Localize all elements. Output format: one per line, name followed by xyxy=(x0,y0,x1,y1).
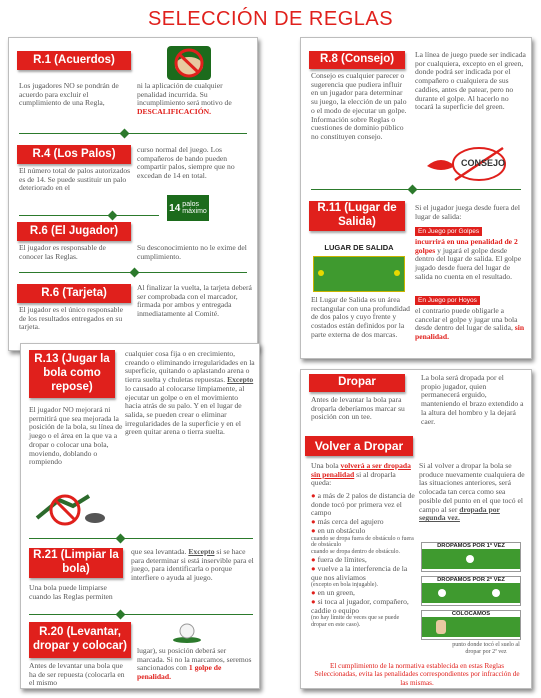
separator-diamond xyxy=(120,129,130,139)
volver-header: Volver a Dropar xyxy=(305,436,413,456)
panel-rules-8-11 xyxy=(300,37,532,359)
r20-header: R.20 (Levantar, dropar y colocar) xyxy=(29,622,131,658)
drop-first-label: DROPAMOS POR 1ª VEZ xyxy=(422,543,520,549)
r11-left-text: El Lugar de Salida es un área rectangular con una profundidad de dos palos y cuyo frente y costados están definidos por la parte externa de dos marcas. xyxy=(311,295,410,339)
dropar-header: Dropar xyxy=(309,374,405,392)
r11-stroke-play-text: incurrirá en una penalidad de 2 golpes y jugará el golpe desde dentro del lugar de salida. El golpe jugado desde fuera del lugar de salida no cuenta en el resultado. xyxy=(415,237,522,281)
fourteen-clubs-badge xyxy=(167,195,209,221)
r6b-header: R.6 (Tarjeta) xyxy=(17,284,131,303)
r8-right-text: La línea de juego puede ser indicada por cualquiera, excepto en el green, donde podrá ser indicada por el compañero o cualquiera de sus caddies, antes de patear, pero no durante el golpe. Al hacerlo no tocará la superficie del green. xyxy=(415,50,526,112)
separator-diamond xyxy=(108,211,118,221)
drop-second-label: DROPAMOS POR 2ª VEZ xyxy=(422,577,520,583)
condition-item: ● fuera de límites, xyxy=(311,556,415,565)
r4-header: R.4 (Los Palos) xyxy=(17,145,131,164)
volver-intro: Una bola volverá a ser dropada sin penalidad si al droparla queda: xyxy=(311,461,411,488)
r1-right-text: ni la aplicación de cualquier penalidad incurrida. Su incumplimiento será motivo de DESCALIFICACIÓN. xyxy=(137,81,232,117)
panel-rules-1-6 xyxy=(8,37,258,351)
condition-note: cuando se dropa dentro de obstáculo. xyxy=(311,549,400,556)
separator-diamond xyxy=(116,534,126,544)
r20-left-text: Antes de levantar una bola que ha de ser repuesta (colocarla en el mismo xyxy=(29,661,125,688)
volver-right-text: Si al volver a dropar la bola se produce nuevamente cualquiera de las situaciones anteriores, será colocada tan cerca como sea posible del punto en el que tocó el campo al ser dropada por segunda vez. xyxy=(419,461,525,523)
separator xyxy=(19,133,247,134)
r8-header: R.8 (Consejo) xyxy=(309,51,405,69)
r13-left-text: El jugador NO mejorará ni permitirá que sea mejorada la posición de la bola, su línea de juego o el área en la que va a dropar o colocar una bola, moviendo, doblando o rompiendo xyxy=(29,405,123,467)
panel-dropping xyxy=(300,369,532,689)
r6b-right-text: Al finalizar la vuelta, la tarjeta deberá ser comprobada con el marcador, firmada por ambos y entregada inmediatamente al Comité. xyxy=(137,283,252,319)
condition-item: ● vuelve a la interferencia de la que nos aliviamos xyxy=(311,565,415,582)
r11-header: R.11 (Lugar de Salida) xyxy=(309,201,405,231)
r21-header: R.21 (Limpiar la bola) xyxy=(29,548,123,578)
badge-number: 14 xyxy=(169,202,181,214)
r11-match-play-text: el contrario puede obligarle a cancelar el golpe y jugar una bola desde dentro del lugar de salida, sin penalidad. xyxy=(415,306,525,342)
separator xyxy=(19,215,159,216)
condition-note: (excepto en bola injugable). xyxy=(311,582,378,589)
condition-item: ● más cerca del agujero xyxy=(311,518,415,527)
r13-header: R.13 (Jugar la bola como repose) xyxy=(29,350,115,398)
r6a-right-text: Su desconocimiento no le exime del cumplimiento. xyxy=(137,243,247,261)
tee-area-rect xyxy=(313,256,405,292)
r20-right-text: lugar), su posición deberá ser marcada. Si no la marcamos, seremos sancionados con 1 golpe de penalidad. xyxy=(137,646,252,682)
badge-line-2: máximo xyxy=(182,208,207,215)
r13-right-text: cualquier cosa fija o en crecimiento, creando o eliminando irregularidades en la superficie, quitando o aplastando arena o tierra suelta y chuletas repuestas. Excepto lo causado al colocarse limpiamente, al ejecutar un golpe o en el movimiento hacia atrás de su palo. Y en el lugar de salida, se pueden crear o eliminar irregularidades de la superficie y en el green quitar arena o tierra suelta. xyxy=(125,349,255,437)
dropar-left-text: Antes de levantar la bola para droparla deberíamos marcar su posición con un tee. xyxy=(311,395,405,422)
r6a-left-text: El jugador es responsable de conocer las Reglas. xyxy=(19,243,106,261)
condition-item: ● si toca al jugador, compañero, caddie o equipo xyxy=(311,598,415,615)
r6a-header: R.6 (El Jugador) xyxy=(17,222,131,241)
panel-rules-13-21-20 xyxy=(20,343,260,689)
r11-right-intro: Si el jugador juega desde fuera del lugar de salida: xyxy=(415,203,521,221)
dropar-right-text: La bola será dropada por el propio jugador, quien permanecerá erguido, manteniendo el brazo extendido a la altura del hombro y la dejará caer. xyxy=(421,373,524,426)
separator-diamond xyxy=(408,185,418,195)
r1-left-text: Los jugadores NO se pondrán de acuerdo para excluir el cumplimiento de una Regla, xyxy=(19,81,119,108)
advice-label: CONSEJO xyxy=(461,158,506,168)
condition-note: cuando se dropa fuera de obstáculo o fuera de obstáculo xyxy=(311,535,414,549)
place-label: COLOCAMOS xyxy=(422,611,520,617)
condition-item: ● en un obstáculo xyxy=(311,527,415,536)
page-title: SELECCIÓN DE REGLAS xyxy=(147,8,394,30)
match-play-tag: En Juego por Hoyos xyxy=(415,296,480,305)
separator-diamond xyxy=(130,268,140,278)
r21-left-text: Una bola puede limpiarse cuando las Reglas permiten xyxy=(29,583,113,601)
badge-line-1: palos xyxy=(182,201,200,208)
tee-area-diagram xyxy=(313,243,405,295)
stroke-play-tag: En Juego por Golpes xyxy=(415,227,482,236)
drop-second-box xyxy=(421,576,521,606)
r4-left-text: El número total de palos autorizados es de 14. Se puede sustituir un palo deteriorado en el xyxy=(19,166,131,193)
separator-diamond xyxy=(116,610,126,620)
no-advice-icon xyxy=(421,144,507,182)
broken-branch-icon xyxy=(29,488,111,528)
r21-right-text: que sea levantada. Excepto si se hace para determinar si está inservible para el juego, para identificarla o porque interfiere o ayuda al juego. xyxy=(131,547,254,583)
drop-point-caption: punto donde tocó el suelo al dropar por 2ª vez xyxy=(452,642,520,655)
condition-note: (no hay límite de veces que se puede dropar en este caso). xyxy=(311,615,400,629)
separator xyxy=(29,614,253,615)
footer-note: El cumplimiento de la normativa establecida en estas Reglas Seleccionadas, evita las penalidades correspondientes por infracción de las mismas. xyxy=(314,662,520,687)
ball-marker-icon xyxy=(171,620,203,644)
drop-first-box xyxy=(421,542,521,572)
r1-header: R.1 (Acuerdos) xyxy=(17,51,131,70)
tee-area-label: LUGAR DE SALIDA xyxy=(324,243,394,252)
no-agreement-icon xyxy=(167,46,211,80)
condition-item: ● a más de 2 palos de distancia de donde tocó por primera vez el campo xyxy=(311,492,415,518)
r6b-left-text: El jugador es el único responsable de los resultados entregados en su tarjeta. xyxy=(19,305,123,332)
r8-left-text: Consejo es cualquier parecer o sugerencia que pudiera influir en un jugador para determinar su juego, la elección de un palo o el modo de ejecutar un golpe. Información sobre Reglas o cuestiones de dominio público no constituyen consejo. xyxy=(311,71,407,142)
r4-right-text: curso normal del juego. Los compañeros de bando pueden compartir palos, siempre que no excedan de 14 en total. xyxy=(137,145,235,181)
volver-list xyxy=(311,492,415,629)
condition-item: ● en un green, xyxy=(311,589,415,598)
place-box xyxy=(421,610,521,640)
separator xyxy=(29,538,253,539)
